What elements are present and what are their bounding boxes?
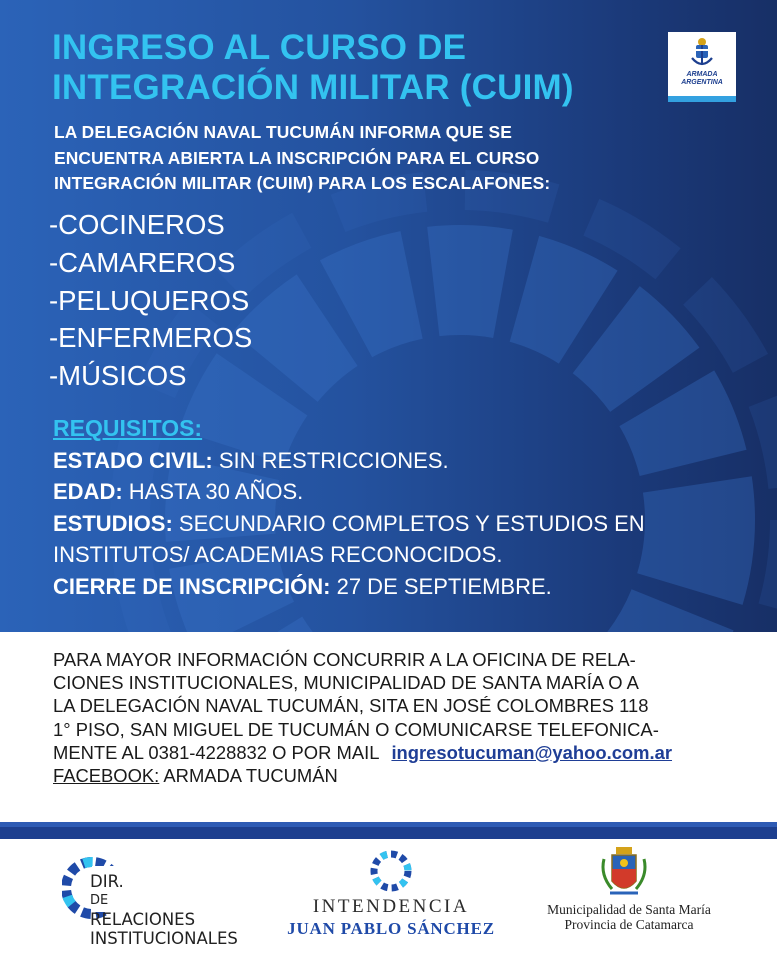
- edad-value: HASTA 30 AÑOS.: [122, 479, 304, 504]
- dri-text-de: DE: [90, 893, 109, 908]
- ring-icon: [366, 848, 416, 898]
- contact-info: [53, 648, 672, 787]
- info-line-5-text: MENTE AL 0381-4228832 O POR MAIL: [53, 741, 380, 763]
- page-title: [52, 28, 574, 108]
- roles-list: [49, 206, 252, 395]
- requirement-estudios-continued: INSTITUTOS/ ACADEMIAS RECONOCIDOS.: [53, 542, 503, 567]
- dri-text: [90, 872, 238, 948]
- facebook-value: ARMADA TUCUMÁN: [159, 765, 338, 787]
- role-item-musicos: -MÚSICOS: [49, 360, 187, 392]
- municipalidad-santa-maria-logo: [520, 845, 740, 937]
- title-line-2: INTEGRACIÓN MILITAR (CUIM): [52, 68, 574, 107]
- email-link[interactable]: ingresotucuman@yahoo.com.ar: [391, 741, 673, 763]
- facebook-label: FACEBOOK:: [53, 765, 160, 787]
- intendencia-logo: [286, 848, 496, 938]
- edad-label: EDAD:: [53, 479, 123, 504]
- title-line-1: INGRESO AL CURSO DE: [52, 28, 467, 67]
- requirements-section: [53, 413, 645, 602]
- role-item-camareros: -CAMAREROS: [49, 246, 236, 278]
- muni-line-2: Provincia de Catamarca: [564, 917, 694, 932]
- intro-paragraph: [54, 120, 550, 197]
- armada-argentina-logo: [668, 32, 736, 102]
- footer-band-dark: [0, 827, 777, 839]
- requirement-estado-civil: [53, 445, 645, 477]
- info-line-2: CIONES INSTITUCIONALES, MUNICIPALIDAD DE SANTA MARÍA O A: [53, 672, 639, 694]
- requirement-edad: [53, 476, 645, 508]
- dri-text-relaciones: RELACIONES: [90, 910, 196, 929]
- estado-civil-label: ESTADO CIVIL:: [53, 447, 213, 473]
- dir-relaciones-institucionales-logo: [62, 852, 262, 948]
- info-line-4: 1° PISO, SAN MIGUEL DE TUCUMÁN O COMUNICARSE TELEFONICA-: [53, 718, 659, 740]
- logo-text: [668, 71, 736, 87]
- role-item-enfermeros: -ENFERMEROS: [49, 322, 253, 354]
- logo-bar: [668, 96, 736, 102]
- estudios-label: ESTUDIOS:: [53, 510, 173, 536]
- cierre-label: CIERRE DE INSCRIPCIÓN:: [53, 573, 331, 599]
- requirements-heading: REQUISITOS:: [53, 415, 203, 441]
- intro-line-1: LA DELEGACIÓN NAVAL TUCUMÁN INFORMA QUE SE: [54, 122, 512, 142]
- role-item-peluqueros: -PELUQUEROS: [49, 284, 250, 316]
- intro-line-2: ENCUENTRA ABIERTA LA INSCRIPCIÓN PARA EL CURSO: [54, 147, 540, 168]
- info-line-3: LA DELEGACIÓN NAVAL TUCUMÁN, SITA EN JOSÉ COLOMBRES 118: [53, 695, 649, 717]
- cierre-value: 27 DE SEPTIEMBRE.: [330, 573, 552, 599]
- coat-of-arms-icon: [598, 845, 650, 901]
- logo-text-line-2: ARGENTINA: [681, 79, 723, 86]
- intendencia-line-1: INTENDENCIA: [312, 896, 470, 917]
- requirement-cierre: [53, 571, 645, 603]
- requirement-estudios: [53, 508, 645, 540]
- role-item-cocineros: -COCINEROS: [49, 209, 225, 240]
- dri-text-line-2: INSTITUCIONALES: [90, 929, 238, 948]
- estado-civil-value: SIN RESTRICCIONES.: [212, 447, 449, 473]
- intendencia-line-2: JUAN PABLO SÁNCHEZ: [287, 919, 495, 938]
- muni-line-1: Municipalidad de Santa María: [547, 902, 711, 917]
- intro-line-3: INTEGRACIÓN MILITAR (CUIM) PARA LOS ESCALAFONES:: [54, 173, 551, 193]
- facebook-line: [53, 764, 672, 787]
- info-line-1: PARA MAYOR INFORMACIÓN CONCURRIR A LA OFICINA DE RELA-: [53, 649, 636, 670]
- dri-text-line-1: [90, 872, 238, 929]
- info-line-5: [53, 741, 672, 764]
- logo-text-line-1: ARMADA: [686, 71, 718, 78]
- estudios-value: SECUNDARIO COMPLETOS Y ESTUDIOS EN: [172, 510, 645, 536]
- anchor-icon: [686, 36, 718, 70]
- dri-text-dir: DIR.: [90, 872, 124, 891]
